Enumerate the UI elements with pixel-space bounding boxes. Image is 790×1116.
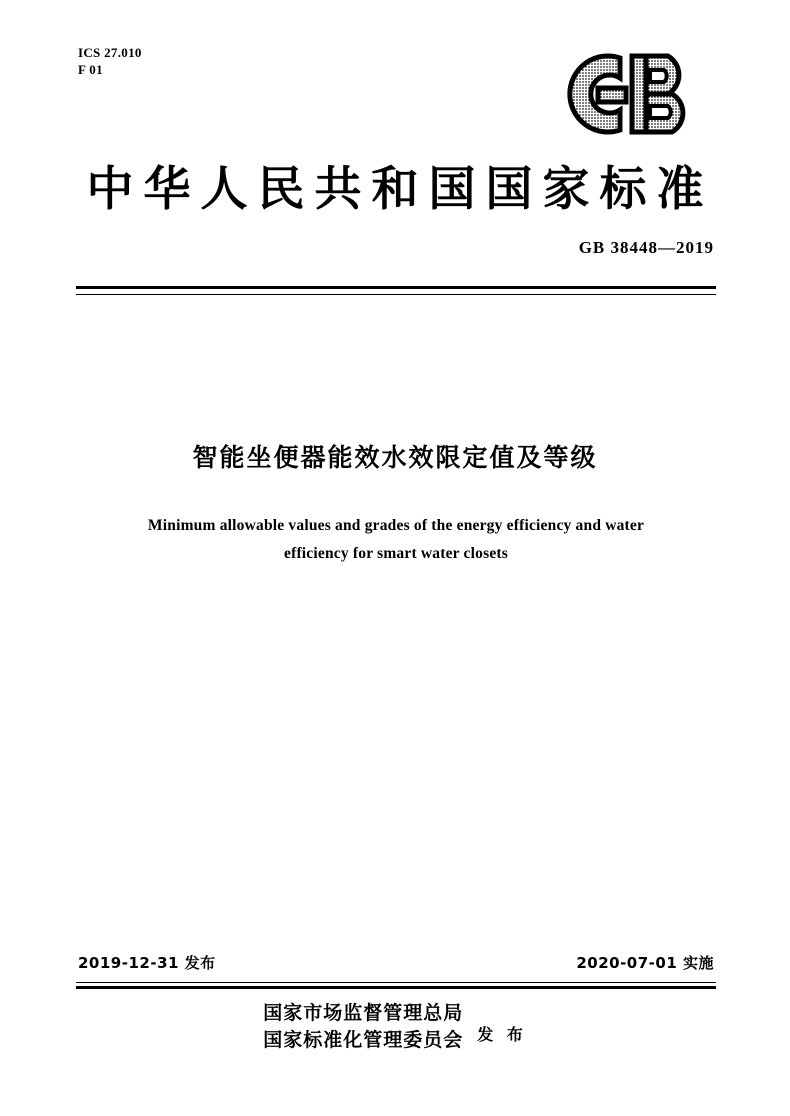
ics-classification-block <box>78 44 142 78</box>
classification-code: F 01 <box>78 62 103 77</box>
ics-code: ICS 27.010 <box>78 45 142 60</box>
document-title-english <box>110 512 682 568</box>
document-title-english-line1: Minimum allowable values and grades of the energy efficiency and water <box>147 517 645 534</box>
standard-number: GB 38448—2019 <box>578 238 714 257</box>
publisher-block <box>0 1000 790 1054</box>
footer-rule-thin <box>76 982 716 983</box>
publish-action-label: 发 布 <box>477 1024 527 1044</box>
document-title-english-line2: efficiency for smart water closets <box>284 545 508 562</box>
publisher-line-2: 国家标准化管理委员会 <box>263 1029 464 1051</box>
publisher-line-1: 国家市场监督管理总局 <box>263 1002 464 1024</box>
issue-date: 2019-12-31 发布 <box>78 954 216 972</box>
implementation-date: 2020-07-01 实施 <box>576 954 714 972</box>
header-rule-thick <box>76 286 716 289</box>
publisher-names <box>263 1000 463 1054</box>
header-rule-thin <box>76 294 716 295</box>
page-title: 中华人民共和国国家标准 <box>86 162 714 217</box>
gb-logo <box>546 48 716 140</box>
document-title-chinese: 智能坐便器能效水效限定值及等级 <box>192 443 598 472</box>
footer-rule-thick <box>76 986 716 989</box>
